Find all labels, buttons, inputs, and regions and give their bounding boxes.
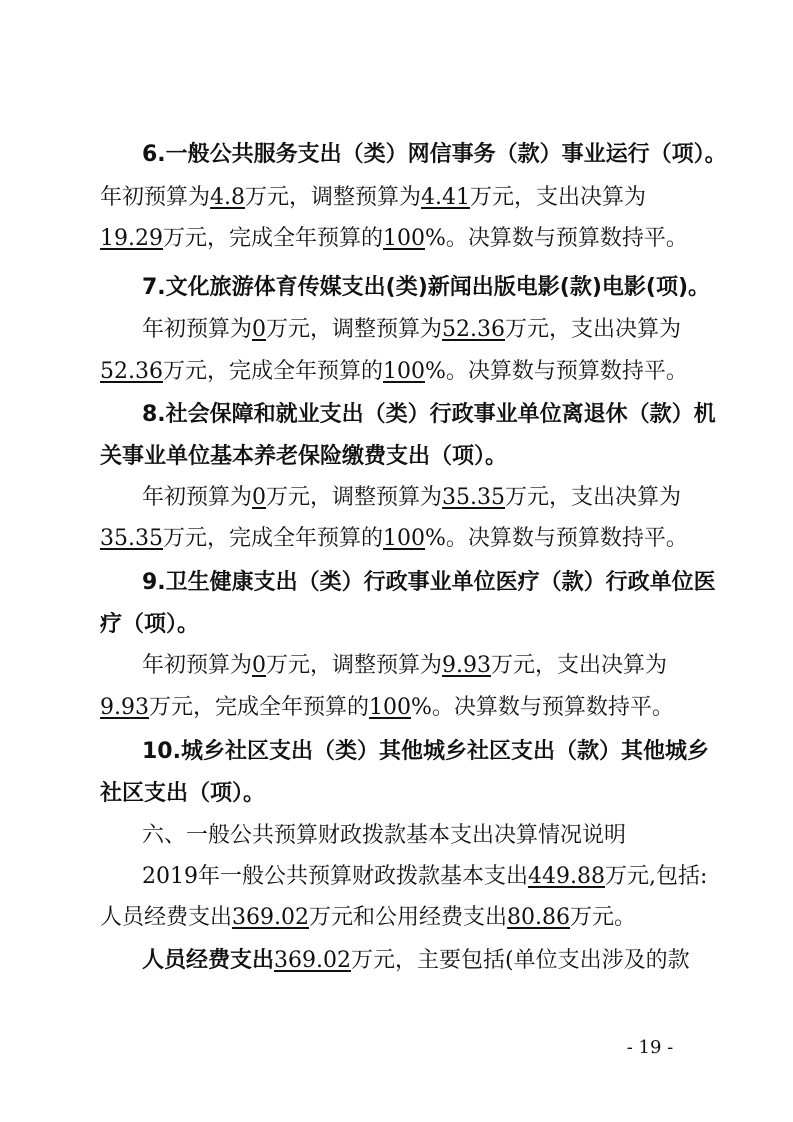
- item-10-heading-line-2: 社区支出（项）。: [100, 781, 266, 806]
- final-account-value: 35.35: [100, 526, 163, 551]
- adjusted-prefix: 万元，调整预算为: [245, 185, 422, 210]
- rate-suffix: %。决算数与预算数持平。: [425, 226, 688, 251]
- budget-prefix: 年初预算为: [100, 185, 211, 210]
- public-expenditure: 80.86: [507, 905, 570, 930]
- budget-prefix: 年初预算为: [142, 317, 253, 342]
- section-6-paragraph-line-2: [0, 900, 793, 936]
- page-number: - 19 -: [626, 1037, 674, 1058]
- adjusted-budget-value: 9.93: [442, 653, 492, 678]
- year: 2019: [142, 864, 198, 889]
- completion-rate-value: 100: [369, 695, 411, 720]
- final-account-value: 9.93: [100, 695, 149, 720]
- initial-budget-value: 0: [252, 317, 267, 342]
- completion-rate-value: 100: [383, 359, 425, 384]
- rate-prefix: 万元，完成全年预算的: [162, 359, 383, 384]
- budget-prefix: 年初预算为: [142, 485, 253, 510]
- final-account-value: 52.36: [100, 359, 163, 384]
- item-9-heading-line-2: 疗（项）。: [100, 612, 200, 637]
- item-6-line-1: [0, 180, 793, 216]
- initial-budget-value: 0: [252, 653, 267, 678]
- item-8-heading-line-1: 8.社会保障和就业支出（类）行政事业单位离退休（款）机: [142, 402, 716, 427]
- item-9-heading-line-1: 9.卫生健康支出（类）行政事业单位医疗（款）行政单位医: [142, 570, 716, 595]
- text: 万元。: [570, 905, 637, 930]
- personnel-expenditure: 369.02: [274, 948, 351, 973]
- rate-prefix: 万元，完成全年预算的: [148, 695, 369, 720]
- text: 万元，主要包括(单位支出涉及的款: [351, 948, 690, 973]
- basic-expenditure-total: 449.88: [528, 864, 605, 889]
- initial-budget-value: 4.8: [210, 185, 246, 210]
- personnel-expenditure: 369.02: [232, 905, 309, 930]
- item-7-heading: 7.文化旅游体育传媒支出(类)新闻出版电影(款)电影(项)。: [142, 275, 710, 300]
- final-prefix: 万元，支出决算为: [491, 653, 668, 678]
- item-8-line-2: [0, 521, 793, 557]
- completion-rate-value: 100: [383, 226, 425, 251]
- item-6-line-2: [0, 221, 793, 257]
- item-8-line-1: [0, 480, 793, 516]
- completion-rate-value: 100: [383, 526, 425, 551]
- rate-suffix: %。决算数与预算数持平。: [411, 695, 674, 720]
- text: 人员经费支出: [100, 905, 233, 930]
- final-prefix: 万元，支出决算为: [470, 185, 647, 210]
- adjusted-budget-value: 52.36: [442, 317, 506, 342]
- item-9-line-2: [0, 690, 793, 726]
- final-prefix: 万元，支出决算为: [505, 317, 682, 342]
- adjusted-prefix: 万元，调整预算为: [266, 317, 443, 342]
- adjusted-budget-value: 4.41: [421, 185, 471, 210]
- text: 万元和公用经费支出: [309, 905, 508, 930]
- item-9-line-1: [0, 648, 793, 684]
- adjusted-prefix: 万元，调整预算为: [266, 485, 443, 510]
- adjusted-budget-value: 35.35: [442, 485, 506, 510]
- item-8-heading-line-2: 关事业单位基本养老保险缴费支出（项）。: [100, 444, 508, 469]
- final-prefix: 万元，支出决算为: [505, 485, 682, 510]
- initial-budget-value: 0: [252, 485, 267, 510]
- adjusted-prefix: 万元，调整预算为: [266, 653, 443, 678]
- rate-suffix: %。决算数与预算数持平。: [425, 359, 688, 384]
- budget-prefix: 年初预算为: [142, 653, 253, 678]
- final-account-value: 19.29: [100, 226, 163, 251]
- item-6-heading: 6.一般公共服务支出（类）网信事务（款）事业运行（项）。: [142, 142, 727, 167]
- section-6-title: 六、一般公共预算财政拨款基本支出决算情况说明: [142, 823, 627, 848]
- rate-suffix: %。决算数与预算数持平。: [425, 526, 688, 551]
- text: 年一般公共预算财政拨款基本支出: [198, 864, 529, 889]
- item-7-line-1: [0, 312, 793, 348]
- rate-prefix: 万元，完成全年预算的: [162, 526, 383, 551]
- rate-prefix: 万元，完成全年预算的: [162, 226, 383, 251]
- item-7-line-2: [0, 354, 793, 390]
- text: 万元,包括:: [605, 864, 708, 889]
- item-10-heading-line-1: 10.城乡社区支出（类）其他城乡社区支出（款）其他城乡: [142, 739, 709, 764]
- section-6-paragraph-line-3: [0, 943, 793, 979]
- section-6-paragraph-line-1: [0, 859, 793, 895]
- personnel-label: 人员经费支出: [142, 948, 275, 973]
